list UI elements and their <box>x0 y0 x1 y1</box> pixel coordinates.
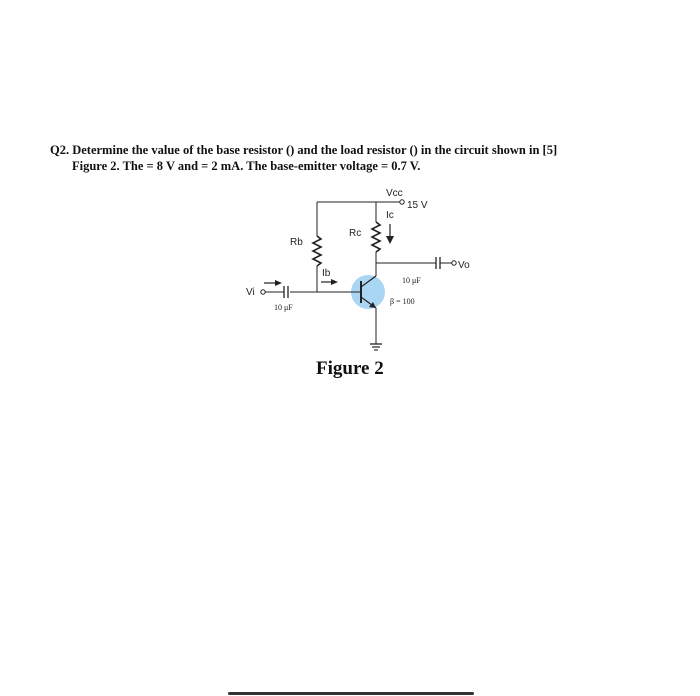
beta-label: β = 100 <box>390 297 415 306</box>
question-line-2: Figure 2. The = 8 V and = 2 mA. The base-emitter voltage = 0.7 V. <box>72 159 421 173</box>
rc-resistor <box>372 222 380 252</box>
vi-terminal <box>261 290 265 294</box>
vcc-terminal <box>400 200 404 204</box>
rb-label: Rb <box>290 237 303 248</box>
bottom-divider <box>228 692 474 695</box>
ib-arrow-icon <box>331 279 338 285</box>
cin-value: 10 μF <box>274 303 293 312</box>
rb-resistor <box>313 236 321 266</box>
figure-caption: Figure 2 <box>316 358 384 379</box>
ic-arrow-icon <box>386 236 394 244</box>
ic-label: Ic <box>386 210 394 221</box>
question-line-1: Q2. Determine the value of the base resistor () and the load resistor () in the circuit shown in [5] <box>50 143 558 157</box>
rc-label: Rc <box>349 228 362 239</box>
input-arrow-icon <box>275 280 282 286</box>
vcc-value: 15 V <box>407 200 428 211</box>
ib-label: Ib <box>322 268 331 279</box>
vo-terminal <box>452 261 456 265</box>
cout-value: 10 μF <box>402 276 421 285</box>
vi-label: Vi <box>246 287 255 298</box>
vcc-label: Vcc <box>386 188 403 199</box>
vo-label: Vo <box>458 260 470 271</box>
